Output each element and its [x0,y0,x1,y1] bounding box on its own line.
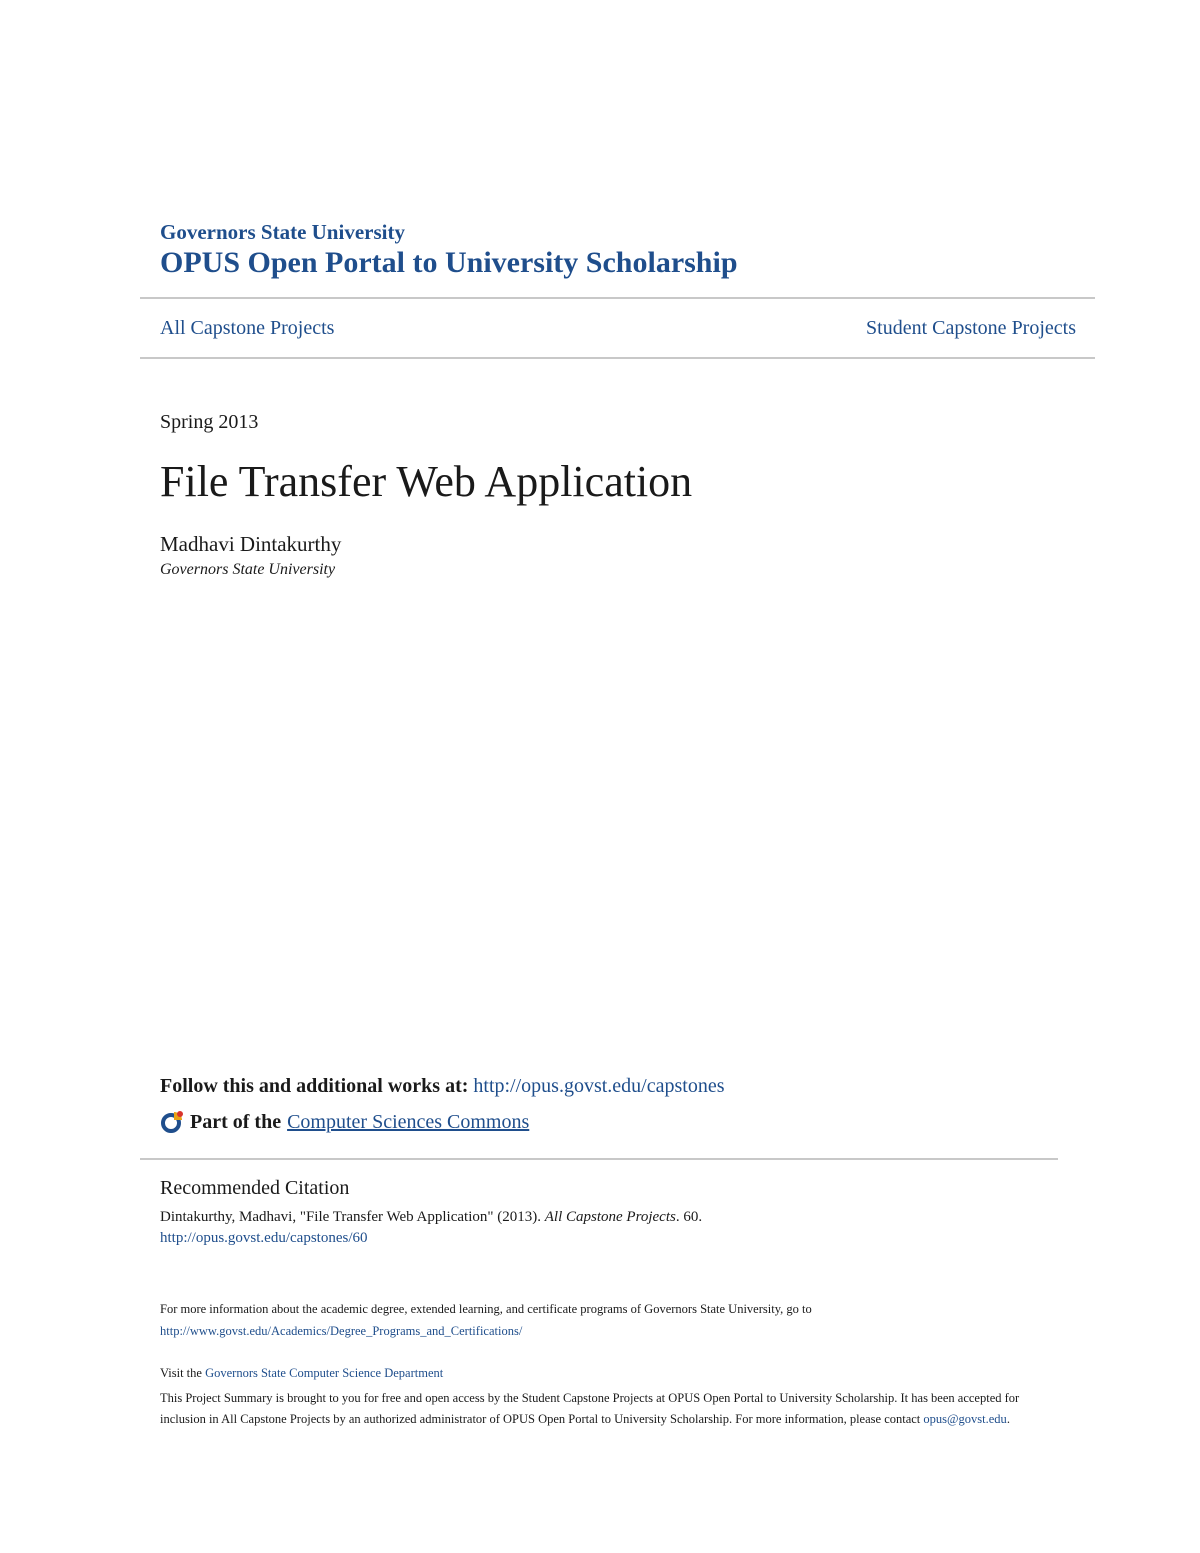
part-of-line [160,1109,529,1135]
visit-line [160,1366,443,1381]
visit-prefix: Visit the [160,1366,206,1380]
header-divider [140,297,1095,299]
author-name: Madhavi Dintakurthy [160,532,342,556]
access-notice-end: . [1006,1412,1010,1426]
all-capstone-projects-link[interactable]: All Capstone Projects [160,317,335,339]
follow-line [160,1075,724,1098]
programs-url-link[interactable]: http://www.govst.edu/Academics/Degree_Programs_and_Certifications/ [160,1324,523,1338]
access-notice [160,1388,1040,1430]
contact-email-link[interactable]: opus@govst.edu [923,1412,1007,1426]
access-notice-text: This Project Summary is brought to you for free and open access by the Student Capstone Projects at OPUS Open Portal to University Scholarship. It has been accepted for inclusion in All Capstone Projects by an authorized administrator of OPUS Open Portal to University Scholarship. For more information, please contact [160,1391,1020,1426]
part-of-label: Part of the [190,1110,282,1133]
follow-label: Follow this and additional works at: [160,1075,469,1097]
citation-divider [140,1158,1058,1160]
citation-series: All Capstone Projects [544,1209,676,1225]
publication-date: Spring 2013 [160,411,259,433]
cs-department-link[interactable]: Governors State Computer Science Department [205,1366,444,1380]
programs-info-text: For more information about the academic degree, extended learning, and certificate programs of Governors State University, go to [160,1302,812,1316]
author-affiliation: Governors State University [160,561,336,578]
student-capstone-projects-link[interactable]: Student Capstone Projects [866,317,1076,339]
computer-sciences-commons-link[interactable]: Computer Sciences Commons [287,1110,530,1133]
capstones-url-link[interactable]: http://opus.govst.edu/capstones [473,1075,725,1097]
portal-name[interactable]: OPUS Open Portal to University Scholarship [160,246,738,279]
citation-number: . 60. [675,1209,703,1225]
citation-text [160,1209,702,1226]
citation-heading: Recommended Citation [160,1177,350,1199]
nav-divider [140,357,1095,359]
citation-url-link[interactable]: http://opus.govst.edu/capstones/60 [160,1230,368,1246]
commons-logo-icon [160,1109,186,1135]
citation-prefix: Dintakurthy, Madhavi, "File Transfer Web Application" (2013). [160,1209,545,1225]
document-title: File Transfer Web Application [160,457,693,506]
university-name: Governors State University [160,220,405,244]
